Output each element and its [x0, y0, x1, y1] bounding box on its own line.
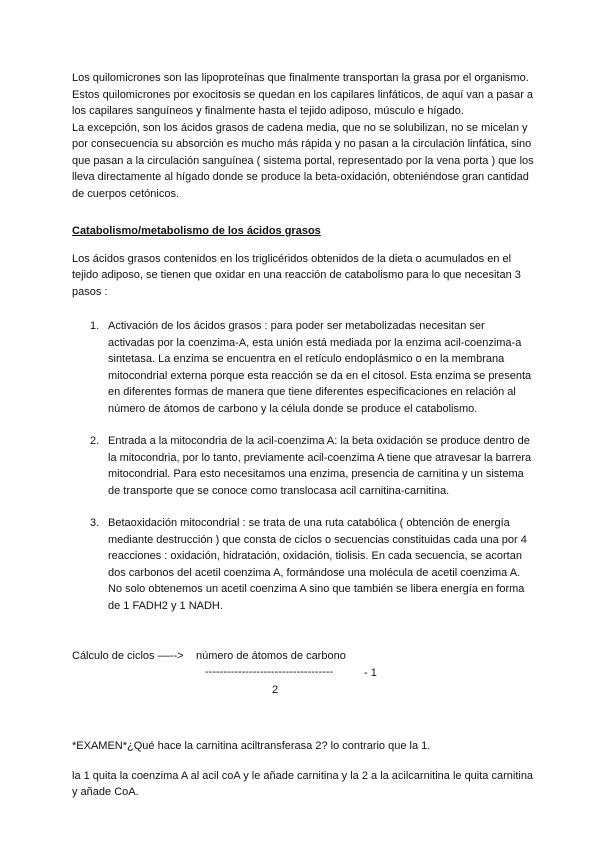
section-intro: Los ácidos grasos contenidos en los triglicéridos obtenidos de la dieta o acumulados en el tejido adiposo, se tienen que oxidar en una reacción de catabolismo para lo que necesitan 3 pasos : [72, 252, 521, 298]
intro-paragraphs [72, 70, 534, 202]
formula-denominator: 2 [272, 684, 279, 696]
exam-answer: la 1 quita la coenzima A al acil coA y le añade carnitina y la 2 a la acilcarnitina le quita carnitina y añade CoA. [72, 769, 534, 798]
list-item-activacion [72, 318, 534, 417]
list-number: 3. [90, 517, 100, 529]
list-number: 2. [90, 435, 100, 447]
list-item-entrada [72, 433, 534, 499]
paragraph-excepcion: La excepción, son los ácidos grasos de cadena media, que no se solubilizan, no se micelan y por consecuencia su absorción es mucho más rápida y no pasan a la circulación linfática, sino que pasan a la circulación sanguínea ( sistema portal, representado por la vena porta ) que los lleva directamente al hígado donde se produce la beta-oxidación, obteniéndose gran cantidad de cuerpos cetónicos. [72, 121, 534, 200]
formula-numerator: número de átomos de carbono [196, 650, 346, 662]
steps-list [72, 318, 534, 614]
list-item-text: Betaoxidación mitocondrial : se trata de una ruta catabólica ( obtención de energía mediante destrucción ) que consta de ciclos o secuencias constituidas cada una por 4 reacciones : oxidación, hidratación, oxidación, tiolisis. En cada secuencia, se acortan dos carbonos del acetil coenzima A, formándose una molécula de acetil coenzima A. No solo obtenemos un acetil coenzima A sino que también se libera energía en forma de 1 FADH2 y 1 NADH. [108, 517, 527, 612]
paragraph-quilomicrones: Los quilomicrones son las lipoproteínas que finalmente transportan la grasa por el organismo. Estos quilomicrones por exocitosis se quedan en los capilares linfáticos, de aquí van a pasar a los capilares sanguíneos y finalmente hasta el tejido adiposo, músculo e hígado. [72, 72, 534, 117]
formula-fraction-line: ----------------------------------- [205, 666, 334, 678]
list-item-text: Entrada a la mitocondria de la acil-coenzima A: la beta oxidación se produce dentro de la mitocondria, por lo tanto, previamente acil-coenzima A tiene que atravesar la barrera mitocondrial. Para esto necesitamos una enzima, presencia de carnitina y un sistema de transporte que se conoce como translocasa acil carnitina-carnitina. [108, 435, 532, 497]
list-item-betaoxidacion [72, 515, 534, 614]
list-number: 1. [90, 320, 100, 332]
list-item-text: Activación de los ácidos grasos : para poder ser metabolizadas necesitan ser activadas por la coenzima-A, esta unión está mediada por la enzima acil-coenzima-a sintetasa. La enzima se encuentra en el retículo endoplásmico o en la membrana mitocondrial externa porque esta reacción se da en el citosol. Esta enzima se presenta en diferentes formas de manera que tiene diferentes especificaciones en relación al número de átomos de carbono y la célula donde se produce el catabolismo. [108, 320, 532, 415]
formula-label: Cálculo de ciclos ––--> [72, 650, 184, 662]
document-page [72, 70, 534, 801]
section-heading: Catabolismo/metabolismo de los ácidos grasos [72, 225, 321, 237]
exam-question: *EXAMEN*¿Qué hace la carnitina aciltransferasa 2? lo contrario que la 1. [72, 740, 431, 752]
formula-minus-one: - 1 [364, 667, 377, 679]
cycle-formula [72, 648, 534, 738]
